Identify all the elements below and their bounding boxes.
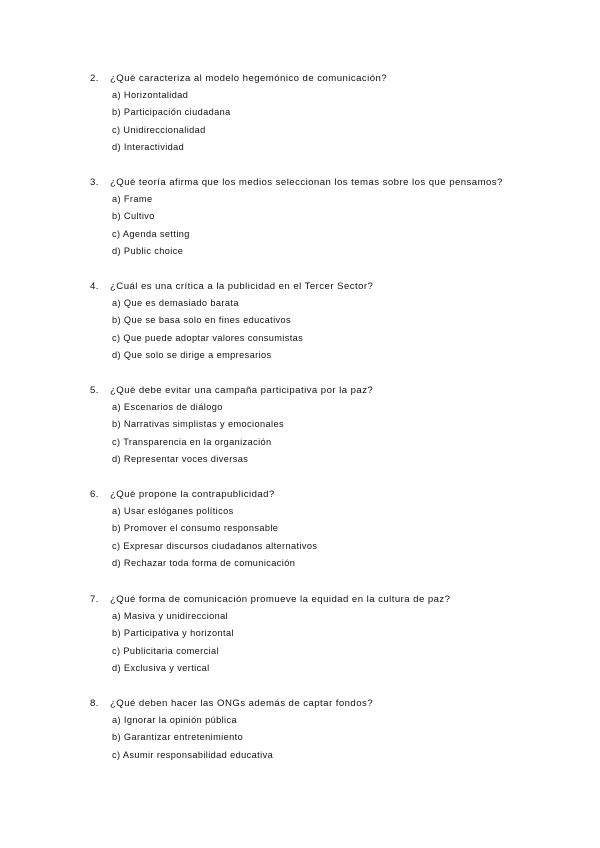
answer-option-d: d) Que solo se dirige a empresarios: [112, 350, 272, 361]
answer-option-a: a) Masiva y unidireccional: [112, 611, 229, 621]
question-line: [0, 174, 600, 191]
answer-option-c: c) Publicitaria comercial: [112, 645, 220, 656]
question-text: ¿Qué deben hacer las ONGs además de captar fondos?: [110, 698, 374, 709]
answer-option-a: a) Que es demasiado barata: [112, 298, 239, 308]
question-line: [0, 70, 600, 87]
answer-option-a: a) Horizontalidad: [112, 90, 189, 100]
question-8: [0, 695, 600, 764]
answer-option-c: c) Transparencia en la organización: [112, 436, 272, 447]
question-number: 4.: [90, 281, 99, 292]
question-text: ¿Cuál es una crítica a la publicidad en el Tercer Sector?: [110, 281, 374, 292]
answer-option-d: d) Interactividad: [112, 142, 185, 153]
question-number: 2.: [90, 73, 99, 84]
answer-option-c: c) Expresar discursos ciudadanos alternativos: [112, 540, 318, 551]
answer-option-c: c) Que puede adoptar valores consumistas: [112, 332, 304, 343]
answer-option-a: a) Ignorar la opinión pública: [112, 715, 237, 725]
question-7: [0, 591, 600, 678]
question-2: [0, 70, 600, 157]
answer-option-b: b) Participativa y horizontal: [112, 628, 234, 639]
question-number: 7.: [90, 594, 99, 605]
question-text: ¿Qué teoría afirma que los medios seleccionan los temas sobre los que pensamos?: [110, 177, 503, 188]
question-5: [0, 382, 600, 469]
question-line: [0, 486, 600, 503]
question-line: [0, 695, 600, 712]
answer-option-d: d) Public choice: [112, 246, 184, 257]
question-number: 8.: [90, 698, 99, 709]
answer-option-d: d) Exclusiva y vertical: [112, 663, 210, 674]
question-number: 6.: [90, 489, 99, 500]
answer-option-b: b) Promover el consumo responsable: [112, 523, 279, 534]
question-line: [0, 591, 600, 608]
question-number: 3.: [90, 177, 99, 188]
answer-option-b: b) Participación ciudadana: [112, 107, 231, 118]
answer-option-b: b) Narrativas simplistas y emocionales: [112, 419, 284, 430]
question-line: [0, 278, 600, 295]
answer-option-a: a) Usar eslóganes políticos: [112, 506, 234, 516]
question-line: [0, 382, 600, 399]
question-text: ¿Qué debe evitar una campaña participativa por la paz?: [110, 385, 374, 396]
answer-option-a: a) Frame: [112, 194, 153, 204]
answer-option-a: a) Escenarios de diálogo: [112, 402, 223, 412]
question-text: ¿Qué propone la contrapublicidad?: [110, 489, 275, 500]
answer-option-b: b) Garantizar entretenimiento: [112, 732, 244, 743]
question-text: ¿Qué caracteriza al modelo hegemónico de comunicación?: [110, 73, 388, 84]
answer-option-c: c) Asumir responsabilidad educativa: [112, 749, 274, 760]
question-6: [0, 486, 600, 573]
answer-option-c: c) Unidireccionalidad: [112, 124, 206, 135]
question-text: ¿Qué forma de comunicación promueve la equidad en la cultura de paz?: [110, 594, 451, 605]
question-3: [0, 174, 600, 261]
question-number: 5.: [90, 385, 99, 396]
answer-option-b: b) Que se basa solo en fines educativos: [112, 315, 292, 326]
answer-option-d: d) Rechazar toda forma de comunicación: [112, 558, 296, 569]
answer-option-d: d) Representar voces diversas: [112, 454, 249, 465]
answer-option-c: c) Agenda setting: [112, 228, 190, 239]
answer-option-b: b) Cultivo: [112, 211, 155, 222]
question-4: [0, 278, 600, 365]
